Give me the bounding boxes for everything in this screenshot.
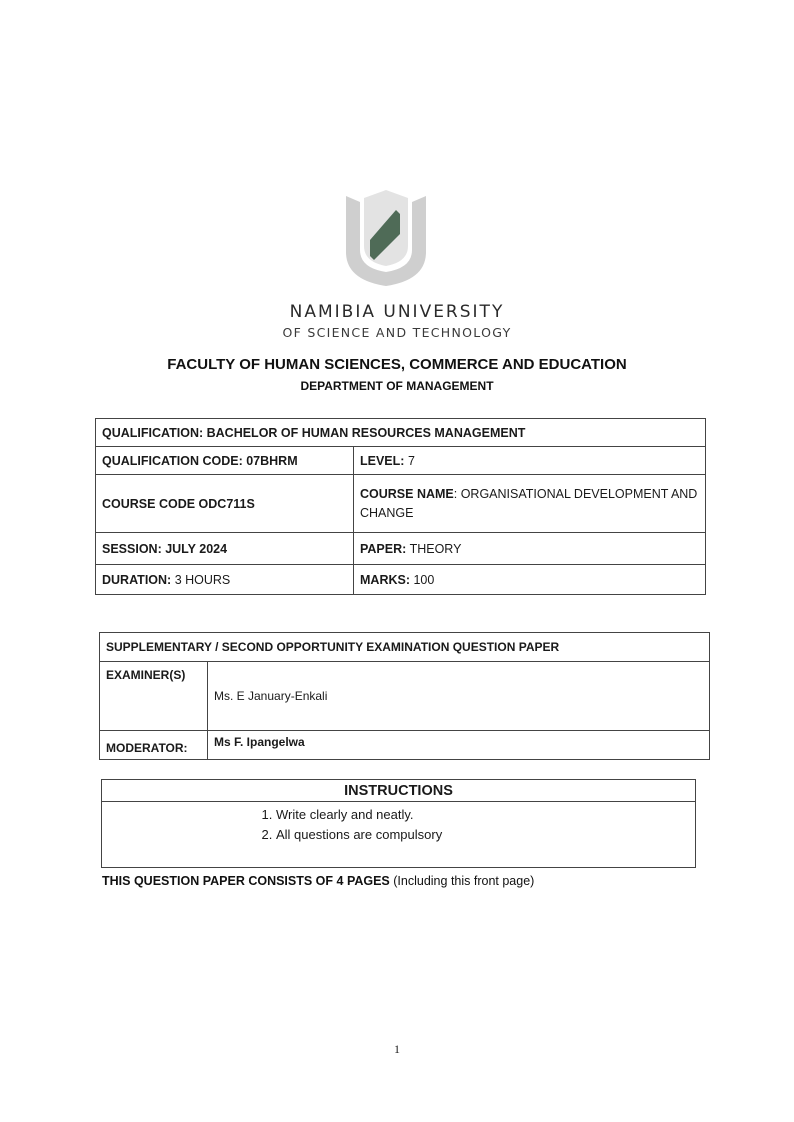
- course-name-value: : ORGANISATIONAL DEVELOPMENT AND CHANGE: [360, 486, 698, 520]
- qualification-code-label: QUALIFICATION CODE:: [102, 453, 243, 468]
- course-details-table: [95, 418, 706, 595]
- instruction-item: 1. Write clearly and neatly.: [276, 805, 689, 825]
- page-count-subnote: (Including this front page): [393, 874, 535, 888]
- duration-value: 3 HOURS: [174, 572, 231, 587]
- marks-label: MARKS:: [360, 572, 410, 587]
- exam-title-cell: SUPPLEMENTARY / SECOND OPPORTUNITY EXAMINATION QUESTION PAPER: [100, 633, 710, 662]
- university-logo: [340, 188, 432, 288]
- paper-label: PAPER:: [360, 541, 407, 556]
- level-label: LEVEL:: [360, 453, 405, 468]
- instructions-list: [276, 805, 689, 845]
- marks-cell: [354, 565, 706, 595]
- course-name-cell: [354, 475, 706, 533]
- level-cell: [354, 447, 706, 475]
- course-code-cell: COURSE CODE ODC711S: [96, 475, 354, 533]
- qualification-code-value: 07BHRM: [246, 453, 298, 468]
- page-count-text: THIS QUESTION PAPER CONSISTS OF 4 PAGES: [102, 874, 390, 888]
- duration-label: DURATION:: [102, 572, 172, 587]
- instructions-title: INSTRUCTIONS: [102, 780, 696, 802]
- moderator-name: Ms F. Ipangelwa: [208, 731, 710, 760]
- moderator-label: MODERATOR:: [100, 731, 208, 760]
- session-cell: SESSION: JULY 2024: [96, 533, 354, 565]
- qualification-cell: QUALIFICATION: BACHELOR OF HUMAN RESOURCES MANAGEMENT: [96, 419, 706, 447]
- level-value: 7: [407, 453, 415, 468]
- university-name-line2: OF SCIENCE AND TECHNOLOGY: [282, 325, 512, 340]
- page-number: 1: [394, 1042, 400, 1056]
- paper-cell: [354, 533, 706, 565]
- faculty-title: FACULTY OF HUMAN SCIENCES, COMMERCE AND EDUCATION: [167, 356, 627, 373]
- instructions-list-cell: [102, 802, 696, 868]
- examiner-name: Ms. E January-Enkali: [208, 662, 710, 731]
- examiner-label: EXAMINER(S): [100, 662, 208, 731]
- qualification-code-cell: [96, 447, 354, 475]
- instruction-item: 2. All questions are compulsory: [276, 825, 689, 845]
- instructions-box: [101, 779, 696, 868]
- duration-cell: [96, 565, 354, 595]
- exam-info-table: [99, 632, 710, 760]
- department-title: DEPARTMENT OF MANAGEMENT: [300, 379, 494, 393]
- university-name-line1: NAMIBIA UNIVERSITY: [289, 302, 505, 322]
- paper-value: THEORY: [409, 541, 462, 556]
- marks-value: 100: [413, 572, 435, 587]
- course-name-label: COURSE NAME: [360, 486, 454, 501]
- page-count-note: [102, 874, 534, 888]
